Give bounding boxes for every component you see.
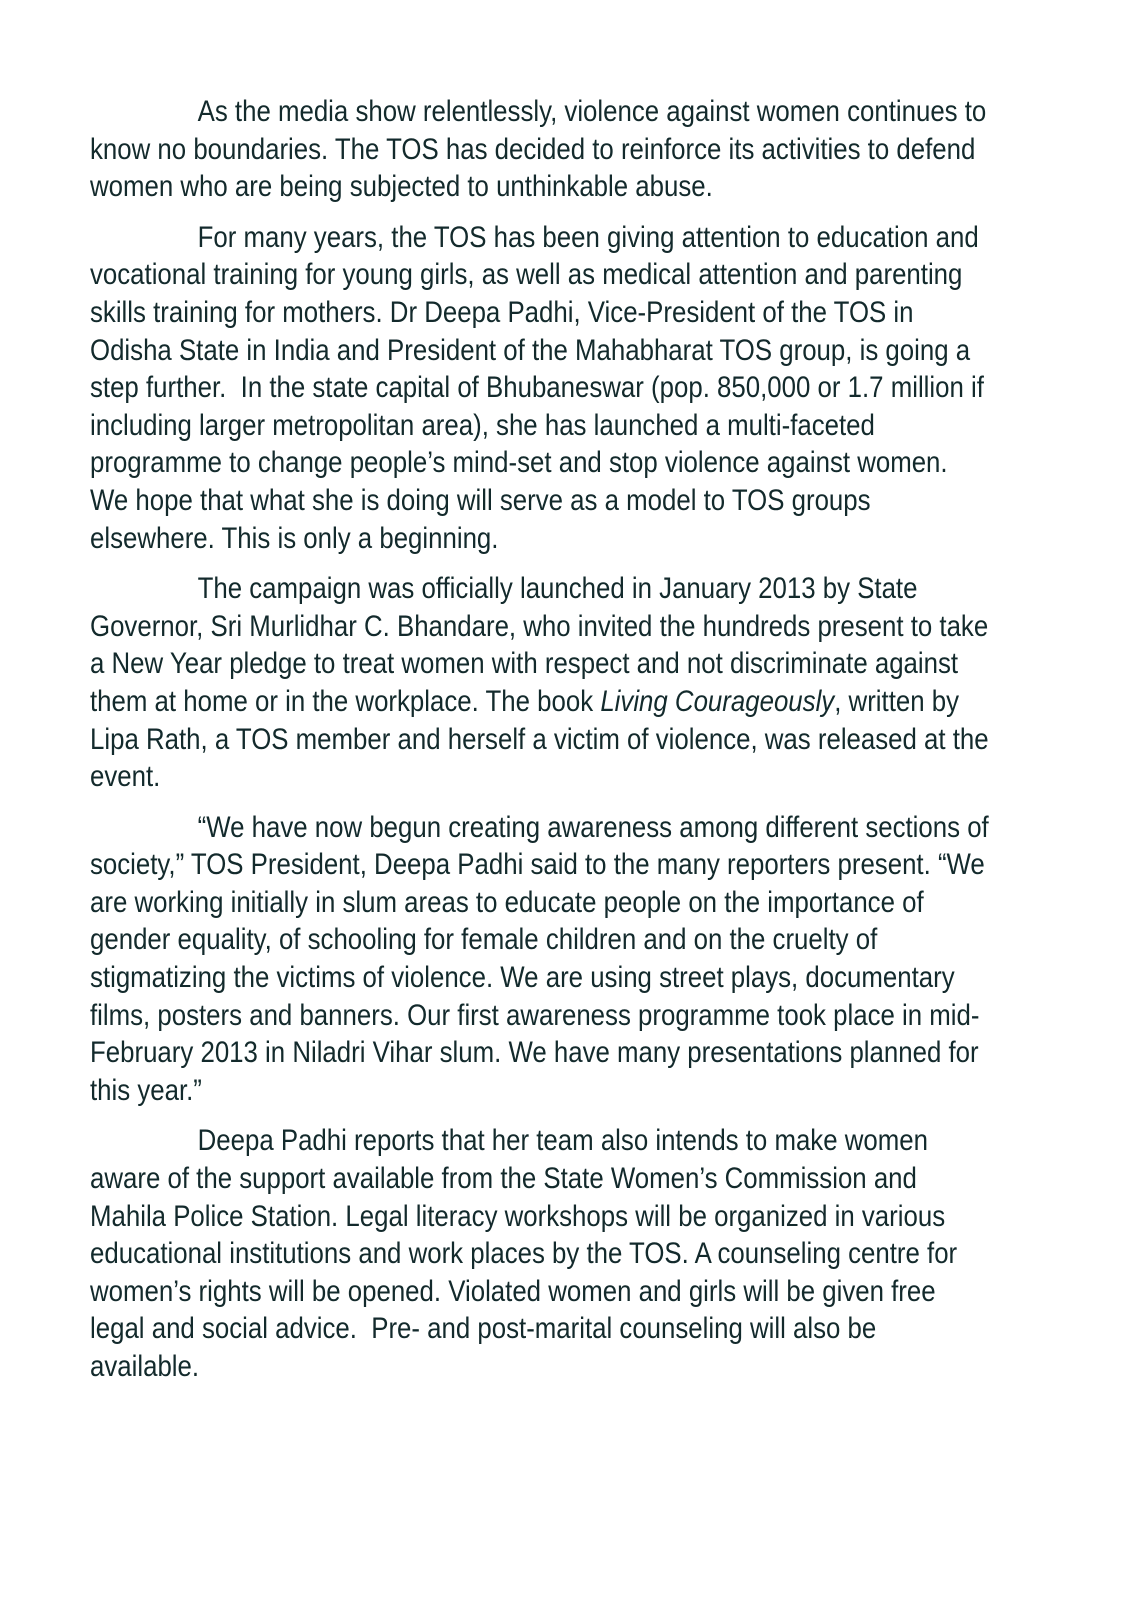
text-line: event. (90, 760, 161, 794)
text-line: Lipa Rath, a TOS member and herself a victim of violence, was released at the (90, 722, 989, 756)
text-line: Odisha State in India and President of the Mahabharat TOS group, is going a (90, 333, 971, 367)
text-line: programme to change people’s mind-set and stop violence against women. (90, 446, 948, 480)
text-line: As the media show relentlessly, violence against women continues to (197, 95, 987, 128)
text-line: elsewhere. This is only a beginning. (90, 521, 499, 555)
text-line: aware of the support available from the State Women’s Commission and (90, 1162, 917, 1196)
text-line: February 2013 in Niladri Vihar slum. We have many presentations planned for (90, 1036, 979, 1070)
text-line: a New Year pledge to treat women with respect and not discriminate against (90, 647, 959, 681)
text-segment: , written by (834, 684, 960, 718)
text-line: women who are being subjected to unthinkable abuse. (90, 170, 713, 204)
paragraph-background (90, 219, 1050, 557)
text-line: “We have now begun creating awareness among different sections of (197, 810, 989, 844)
paragraph-intro (90, 93, 1050, 206)
text-line: legal and social advice. Pre- and post-marital counseling will also be (90, 1312, 877, 1346)
text-line: including larger metropolitan area), she has launched a multi-faceted (90, 408, 875, 442)
text-line: For many years, the TOS has been giving attention to education and (197, 220, 979, 254)
text-line: educational institutions and work places by the TOS. A counseling centre for (90, 1237, 958, 1271)
text-line: are working initially in slum areas to educate people on the importance of (90, 885, 924, 919)
paragraph-quote (90, 809, 1050, 1110)
text-line: know no boundaries. The TOS has decided to reinforce its activities to defend (90, 132, 976, 166)
text-line: Mahila Police Station. Legal literacy workshops will be organized in various (90, 1199, 946, 1233)
text-line: society,” TOS President, Deepa Padhi said to the many reporters present. “We (90, 848, 985, 882)
text-line: this year.” (90, 1073, 202, 1107)
text-line: women’s rights will be opened. Violated women and girls will be given free (90, 1274, 936, 1308)
book-title: Living Courageously (600, 684, 835, 718)
paragraph-campaign-launch (90, 570, 1050, 796)
text-line: available. (90, 1350, 200, 1383)
text-line: step further. In the state capital of Bhubaneswar (pop. 850,000 or 1.7 million if (90, 371, 984, 405)
document-page (90, 93, 1050, 1399)
text-segment: them at home or in the workplace. The book (90, 684, 601, 718)
text-line: gender equality, of schooling for female children and on the cruelty of (90, 923, 878, 957)
paragraph-support-plans (90, 1122, 1050, 1385)
text-line: The campaign was officially launched in January 2013 by State (197, 572, 918, 606)
text-line: Deepa Padhi reports that her team also intends to make women (197, 1124, 928, 1158)
text-line: vocational training for young girls, as well as medical attention and parenting (90, 258, 963, 292)
text-line: films, posters and banners. Our first awareness programme took place in mid- (90, 998, 980, 1032)
text-line: We hope that what she is doing will serve as a model to TOS groups (90, 483, 871, 517)
text-line: stigmatizing the victims of violence. We are using street plays, documentary (90, 961, 955, 995)
text-line: skills training for mothers. Dr Deepa Padhi, Vice-President of the TOS in (90, 295, 914, 329)
text-line-with-book-title (90, 683, 960, 721)
text-line: Governor, Sri Murlidhar C. Bhandare, who invited the hundreds present to take (90, 609, 989, 643)
